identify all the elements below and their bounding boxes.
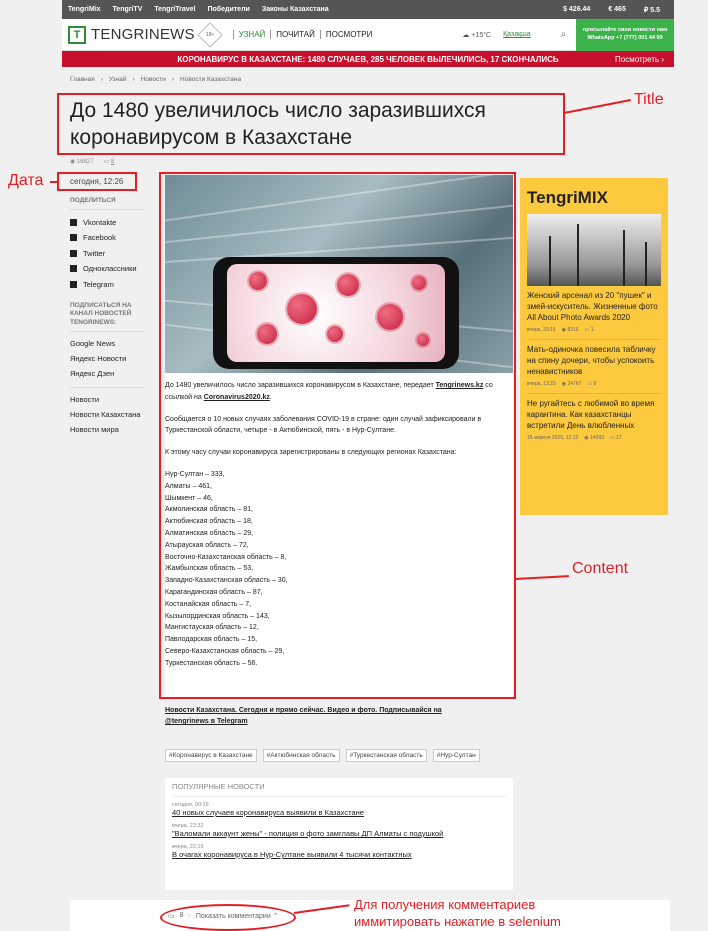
list-item: Туркестанская область – 56. bbox=[165, 659, 258, 667]
article-tags bbox=[165, 749, 480, 762]
source-link-tengrinews[interactable]: Tengrinews.kz bbox=[435, 382, 484, 389]
article-paragraph-2: Сообщается о 10 новых случаях заболевания COVID-19 в стране: один случай зафиксировали в Туркестанской области, четыре - в Актюбинской, пять - в Нур-Султане. bbox=[165, 415, 482, 435]
list-item[interactable]: Не ругайтесь с любимой во время карантина. Как казахстанцы встретили День влюбленных 15 апреля 2020, 12:12 ◉ 14093 ▭ 17 bbox=[527, 399, 655, 441]
topbar-link-winners[interactable]: Победители bbox=[207, 6, 250, 13]
rate-eur: € 465 bbox=[608, 5, 626, 13]
annotation-comments-ellipse bbox=[160, 904, 296, 931]
comment-icon: ▭ 8 bbox=[587, 381, 597, 387]
tag-turkestan-region[interactable]: #Туркестанская область bbox=[346, 749, 427, 762]
logo-t-icon: T bbox=[68, 26, 86, 44]
annotation-date-line bbox=[50, 181, 58, 183]
rate-usd: $ 426.44 bbox=[563, 5, 591, 13]
weather-widget[interactable]: ☁ +15°C bbox=[462, 31, 492, 39]
list-item: Костанайская область – 7, bbox=[165, 600, 252, 608]
list-item[interactable]: Женский арсенал из 20 "пушек" и змей-искуситель. Жизненные фото All About Photo Awards 2020 вчера, 20:15 ◉ 8316 ▭ 1 bbox=[527, 290, 661, 340]
topbar-link-laws[interactable]: Законы Казахстана bbox=[261, 6, 329, 13]
section-kz-news[interactable]: Новости Казахстана bbox=[70, 410, 141, 420]
list-item: Мангистауская область – 12, bbox=[165, 624, 259, 632]
breadcrumb-news[interactable]: Новости bbox=[140, 76, 166, 83]
comment-icon: ▭ 1 bbox=[584, 327, 594, 333]
subscribe-yandex-news[interactable]: Яндекс Новости bbox=[70, 354, 127, 364]
breaking-news-bar[interactable] bbox=[62, 51, 674, 67]
rate-rub: ₽ 5.5 bbox=[643, 6, 660, 14]
annotation-comments-note: Для получения комментариев иммитировать нажатие в selenium bbox=[354, 897, 561, 929]
breadcrumb-kz-news[interactable]: Новости Казахстана bbox=[180, 76, 242, 83]
breaking-news-text: КОРОНАВИРУС В КАЗАХСТАНЕ: 1480 СЛУЧАЕВ, 285 ЧЕЛОВЕК ВЫЛЕЧИЛИСЬ, 17 СКОНЧАЛИСЬ bbox=[177, 54, 559, 64]
comment-icon: ▭ 17 bbox=[609, 435, 622, 441]
article-paragraph-3: К этому часу случаи коронавируса зарегистрированы в следующих регионах Казахстана: bbox=[165, 449, 457, 457]
list-item: Атырауская область – 72, bbox=[165, 541, 249, 549]
annotation-content-label: Content bbox=[572, 560, 629, 577]
section-world-news[interactable]: Новости мира bbox=[70, 425, 119, 435]
breadcrumb-home[interactable]: Главная bbox=[70, 76, 95, 83]
list-item: Алматинская область – 29, bbox=[165, 529, 254, 537]
comment-icon: ▭ bbox=[103, 159, 110, 165]
share-vkontakte[interactable]: Vkontakte bbox=[70, 214, 144, 230]
share-telegram[interactable]: Telegram bbox=[70, 276, 144, 292]
site-header bbox=[62, 19, 674, 51]
annotation-title-line bbox=[564, 99, 631, 114]
comment-icon: ▭ bbox=[168, 913, 175, 920]
share-heading: ПОДЕЛИТЬСЯ bbox=[70, 197, 144, 210]
twitter-icon bbox=[70, 250, 77, 257]
topbar-link-tengrimix[interactable]: TengriMix bbox=[68, 6, 101, 13]
comments-count[interactable]: ▭ 8 bbox=[103, 159, 115, 165]
article-text: До 1480 увеличилось число заразившихся коронавирусом в Казахстане, передает Tengrinews.kz со ссылкой на Coronavirus2020.kz. Сообщается о 10 новых случаях заболевания COVID-19 в стране: один случай зафиксировали в Туркестанской области, четыре - в Актюбинской, пять - в Нур-Султане. К этому часу случаи коронавируса зарегистрированы в следующих регионах Казахстана: Нур-Султан – 333, Алматы – 461, Шымкент – 46, Акмолинская область – 81, Актюбинская область – 18, Алматинская область – 29, Атырауская область – 72, Восточно-Казахстанская область – 8, Жамбылская область – 53, Западно-Казахстанская область – 30, Карагандинская область – 87, Костанайская область – 7, Кызылординская область – 143, Мангистауская область – 12, Павлодарская область – 15, Северо-Казахстанская область – 29, Туркестанская область – 56. bbox=[165, 380, 513, 670]
facebook-icon bbox=[70, 234, 77, 241]
list-item[interactable]: Мать-одиночка повесила табличку на спину дочери, чтобы успокоить ненавистников вчера, 13:23 ◉ 24767 ▭ 8 bbox=[527, 344, 661, 394]
age-rating-badge: 18+ bbox=[197, 22, 222, 47]
nav-learn[interactable]: УЗНАЙ bbox=[233, 30, 271, 39]
eye-icon: ◉ 8316 bbox=[561, 327, 579, 333]
ok-icon bbox=[70, 265, 77, 272]
breadcrumb: Главная › Узнай › Новости › Новости Казахстана bbox=[70, 76, 242, 83]
eye-icon: ◉ bbox=[70, 159, 76, 165]
vk-icon bbox=[70, 219, 77, 226]
main-nav bbox=[233, 30, 389, 39]
telegram-subscribe-link[interactable]: Новости Казахстана. Сегодня и прямо сейчас. Видео и фото. Подписывайся на @tengrinews в Telegram bbox=[165, 707, 442, 725]
show-comments-button[interactable]: ▭ 8 · Показать комментарии ⌃ bbox=[168, 912, 279, 920]
eye-icon: ◉ 24767 bbox=[561, 381, 582, 387]
subscribe-google-news[interactable]: Google News bbox=[70, 339, 116, 349]
subscribe-heading: ПОДПИСАТЬСЯ НА КАНАЛ НОВОСТЕЙ TENGRINEWS: bbox=[70, 302, 144, 332]
tag-coronavirus-kz[interactable]: #Коронавирус в Казахстане bbox=[165, 749, 257, 762]
source-link-coronavirus2020[interactable]: Coronavirus2020.kz bbox=[203, 393, 270, 401]
section-news[interactable]: Новости bbox=[70, 395, 100, 405]
left-sidebar bbox=[70, 197, 144, 437]
currency-rates bbox=[563, 6, 674, 14]
whatsapp-banner[interactable]: присылайте свои новости нам WhatsApp +7 (777) 001 44 99 bbox=[576, 19, 674, 51]
annotation-title-box bbox=[57, 93, 565, 155]
annotation-date-label: Дата bbox=[8, 172, 44, 189]
nav-read[interactable]: ПОЧИТАЙ bbox=[270, 30, 320, 39]
show-comments-label: Показать комментарии ⌃ bbox=[195, 913, 279, 920]
tag-nur-sultan[interactable]: #Нур-Султан bbox=[433, 749, 480, 762]
list-item: Акмолинская область – 81, bbox=[165, 506, 253, 514]
list-item: Западно-Казахстанская область – 30, bbox=[165, 577, 288, 585]
nav-watch[interactable]: ПОСМОТРИ bbox=[320, 30, 378, 39]
topbar-link-tengritv[interactable]: TengriTV bbox=[112, 6, 143, 13]
tengrimix-photo[interactable] bbox=[527, 214, 661, 286]
tag-aktobe-region[interactable]: #Актюбинская область bbox=[263, 749, 340, 762]
list-item: Актюбинская область – 18, bbox=[165, 518, 253, 526]
breaking-more-link[interactable]: Посмотреть › bbox=[615, 54, 664, 64]
annotation-title-label: Title bbox=[634, 91, 664, 108]
breadcrumb-learn[interactable]: Узнай bbox=[108, 76, 127, 83]
annotation-content-box bbox=[159, 172, 516, 699]
list-item: Северо-Казахстанская область – 29, bbox=[165, 647, 285, 655]
subscribe-yandex-zen[interactable]: Яндекс Дзен bbox=[70, 369, 115, 379]
telegram-icon bbox=[70, 281, 77, 288]
list-item: сегодня, 00:16 40 новых случаев коронавируса выявили в Казахстане bbox=[172, 802, 364, 817]
list-item: Карагандинская область – 87, bbox=[165, 588, 263, 596]
annotation-date-box bbox=[57, 172, 137, 191]
cloud-icon: ☁ bbox=[462, 31, 470, 39]
list-item: Кызылординская область – 143, bbox=[165, 612, 270, 620]
list-item: Павлодарская область – 15, bbox=[165, 636, 258, 644]
comments-bar-count: 8 bbox=[179, 912, 184, 919]
annotation-content-line bbox=[515, 575, 569, 580]
eye-icon: ◉ 14093 bbox=[584, 435, 604, 441]
popular-heading: ПОПУЛЯРНЫЕ НОВОСТИ bbox=[172, 782, 506, 797]
popular-link[interactable]: "Валомали аккаунт жены" - полиция о фото замглавы ДП Алматы с подушкой bbox=[172, 829, 444, 838]
tengrimix-title: TengriMIX bbox=[527, 188, 608, 207]
list-item: вчера, 22:32 "Валомали аккаунт жены" - полиция о фото замглавы ДП Алматы с подушкой bbox=[172, 823, 444, 838]
list-item: вчера, 22:19 В очагах коронавируса в Нур-Султане выявили 4 тысячи контактных bbox=[172, 844, 412, 859]
language-kazakh-link[interactable]: Қазақша bbox=[503, 31, 531, 38]
popular-news bbox=[165, 778, 513, 890]
page-title: До 1480 увеличилось число заразившихся коронавирусом в Казахстане bbox=[70, 99, 486, 149]
top-bar bbox=[62, 0, 674, 19]
popular-link[interactable]: В очагах коронавируса в Нур-Султане выявили 4 тысячи контактных bbox=[172, 850, 412, 859]
article-date: сегодня, 12:26 bbox=[70, 177, 124, 186]
list-item: Шымкент – 46, bbox=[165, 494, 213, 502]
list-item: Жамбылская область – 53, bbox=[165, 565, 254, 573]
topbar-link-tengritravel[interactable]: TengriTravel bbox=[154, 6, 196, 13]
article-meta bbox=[70, 158, 114, 165]
popular-link[interactable]: 40 новых случаев коронавируса выявили в Казахстане bbox=[172, 808, 364, 817]
tengrimix-widget bbox=[520, 178, 668, 515]
list-item: Восточно-Казахстанская область – 8, bbox=[165, 553, 287, 561]
share-twitter[interactable]: Twitter bbox=[70, 245, 144, 261]
list-item: Алматы – 461, bbox=[165, 482, 212, 490]
share-odnoklassniki[interactable]: Одноклассники bbox=[70, 261, 144, 277]
views-count: ◉ 16827 bbox=[70, 159, 94, 165]
share-facebook[interactable]: Facebook bbox=[70, 230, 144, 246]
search-icon[interactable]: ⌕ bbox=[560, 29, 567, 40]
list-item: Нур-Султан – 333, bbox=[165, 470, 225, 478]
site-logo[interactable]: T TENGRINEWS bbox=[68, 26, 195, 44]
